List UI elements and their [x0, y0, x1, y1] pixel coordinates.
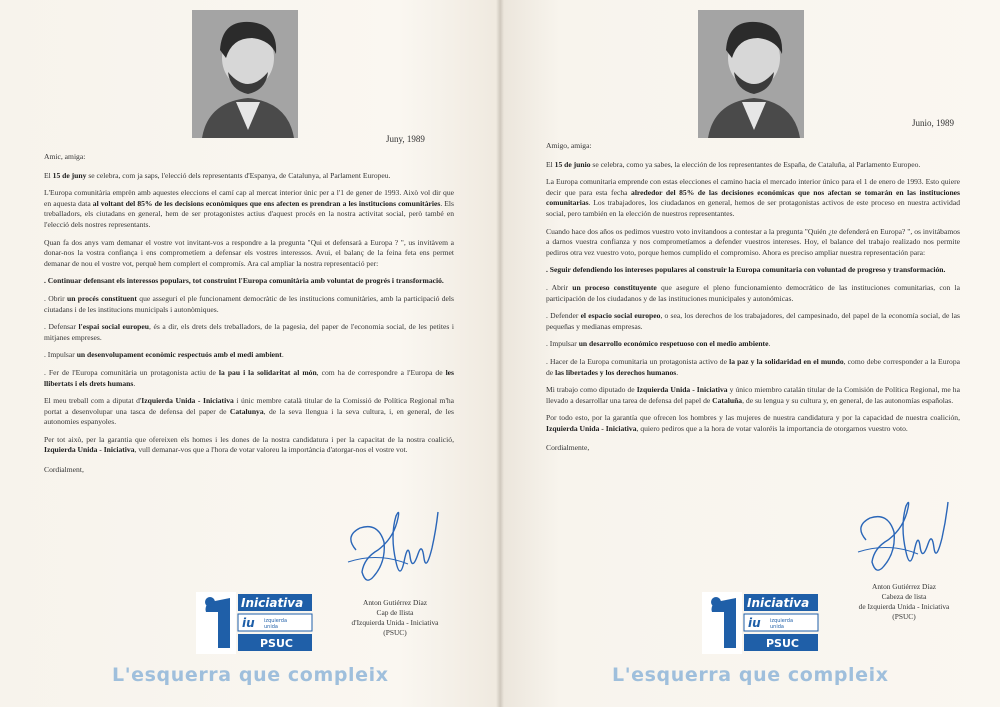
- candidate-portrait-icon: [698, 10, 804, 138]
- signature-icon: [848, 496, 952, 582]
- signature-icon: [338, 506, 442, 592]
- bullet-development: . Impulsar un desenvolupament econòmic respectuós amb el medi ambient.: [44, 350, 284, 360]
- paragraph-context: La Europa comunitaria emprende con estas elecciones el camino hacia el mercado interior único para el 1 de enero de 1993. Esto quiere decir que para esta fecha alrededor del 85% de las decisiones económicas que nos afectan se tomarán en las instituciones comunitarias. Los trabajadores, los ciudadanos en general, hemos de ser protagonistas activos de este proceso en nuestra actividad social, pero también en la elección de nuestros representantes.: [546, 177, 960, 218]
- page-fold: [496, 0, 504, 707]
- closing: Cordialment,: [44, 465, 84, 475]
- paragraph-request: Quan fa dos anys vam demanar el vostre vot invitant-vos a respondre a la pregunta "Qui et defensarà a Europa ? ", us invitàvem a donar-nos la vostra confiança i ens comprometíem a defensar els vostres interessos. Avui, el balanç de la feina feta ens permet demanar de nou el vostre vot, perquè hem complert el compromís. Ara cal ampliar la nostra representació per:: [44, 237, 454, 268]
- paragraph-request: Cuando hace dos años os pedimos vuestro voto invitandoos a contestar a la pregunta "Quién ¿te defenderá en Europa? ", os invitábamos a darnos vuestra confianza y nos comprometíamos a defender vuestros intereses. Hoy, el balance del trabajo realizado nos permite pediros otra vez vuestro voto, porque hemos cumplido el compromiso. Ahora es preciso ampliar nuestra representación para:: [546, 226, 960, 257]
- svg-text:iu: iu: [748, 616, 761, 630]
- bullet-social-space: . Defender el espacio social europeo, o sea, los derechos de los trabajadores, del campesinado, del papel de la economía social, de las pequeñas y medianas empresas.: [546, 311, 960, 331]
- svg-text:PSUC: PSUC: [260, 637, 293, 650]
- paragraph-work: Mi trabajo como diputado de Izquierda Unida - Iniciativa y único miembro catalán titular de la Comisión de Política Regional, me ha llevado a desarrollar una tarea de defensa del papel de Cataluña, de su lengua y su cultura y, en general, de las autonomías españolas.: [546, 385, 960, 405]
- tagline: L'esquerra que compleix: [112, 664, 389, 686]
- iniciativa-logo: [702, 592, 820, 654]
- paragraph-context: L'Europa comunitària emprèn amb aquestes eleccions el camí cap al mercat interior únic per a l'1 de gener de 1993. Això vol dir que en aquesta data al voltant del 85% de les decisions econòmiques que ens afecten es prendran a les institucions comunitàries. Els treballadors, els ciutadans en general, hem de ser protagonistes actius d'aquest procés en la nostra activitat social, però també en l'elecció dels nostres representants.: [44, 188, 454, 229]
- svg-text:unida: unida: [770, 624, 784, 630]
- svg-text:unida: unida: [264, 624, 278, 630]
- signature-block: [336, 598, 454, 638]
- greeting: Amigo, amiga:: [546, 141, 592, 150]
- signer-coalition: de Izquierda Unida - Iniciativa: [858, 602, 950, 611]
- letter-body: [546, 141, 960, 461]
- bullet-continue: . Seguir defendiendo los intereses populares al construir la Europa comunitaria con voluntad de progreso y transformación.: [546, 265, 946, 275]
- signer-name: Anton Gutiérrez Díaz: [871, 582, 937, 591]
- paragraph-intro: El 15 de juny se celebra, com ja saps, l'elecció dels representants d'Espanya, de Catalunya, al Parlament Europeu.: [44, 170, 391, 180]
- letter-body: [44, 152, 454, 483]
- svg-text:Iniciativa: Iniciativa: [241, 596, 304, 610]
- signer-role: Cabeza de lista: [881, 592, 927, 601]
- bullet-development: . Impulsar un desarrollo económico respetuoso con el medio ambiente.: [546, 339, 771, 349]
- letter-date: Juny, 1989: [386, 134, 425, 144]
- greeting: Amic, amiga:: [44, 152, 86, 161]
- signer-name: Anton Gutiérrez Díaz: [362, 598, 428, 607]
- svg-text:iu: iu: [242, 616, 255, 630]
- signer-party: (PSUC): [892, 612, 916, 621]
- signer-coalition: d'Izquierda Unida - Iniciativa: [351, 618, 439, 627]
- iniciativa-logo: [196, 592, 314, 654]
- svg-text:izquierda: izquierda: [264, 618, 288, 624]
- signer-role: Cap de llista: [376, 608, 414, 617]
- paragraph-work: El meu treball com a diputat d'Izquierda Unida - Iniciativa i únic membre català titular de la Comissió de Política Regional m'ha portat a desenvolupar una tasca de defensa del paper de Catalunya, de la seva llengua i la seva cultura, i, en general, de les autonomies espanyoles.: [44, 396, 455, 427]
- paragraph-conclusion: Por todo esto, por la garantía que ofrecen los hombres y las mujeres de nuestra candidatura y por la capacidad de nuestra coalición, Izquierda Unida - Iniciativa, quiero pediros que a la hora de votar valoréis la importancia de otorgarnos vuestro voto.: [546, 413, 960, 433]
- bullet-constituent: . Obrir un procés constituent que asseguri el ple funcionament democràtic de les institucions comunitàries, amb la participació dels ciutadans i de les institucions municipals i autonòmiques.: [44, 293, 454, 314]
- bullet-constituent: . Abrir un proceso constituyente que asegure el pleno funcionamiento democrático de las instituciones comunitarias, con la participación de los ciudadanos y de las instituciones municipales y autonómicas.: [546, 282, 960, 303]
- paragraph-conclusion: Per tot això, per la garantia que ofereixen els homes i les dones de la nostra candidatura i per la capacitat de la nostra coalició, Izquierda Unida - Iniciativa, vull demanar-vos que a l'hora de votar valoreu la importància d'atorgar-nos el vostre vot.: [44, 434, 454, 455]
- candidate-portrait-icon: [192, 10, 298, 138]
- signature-block: [840, 582, 968, 622]
- svg-text:PSUC: PSUC: [766, 637, 799, 650]
- candidate-photo: [192, 10, 298, 138]
- svg-text:izquierda: izquierda: [770, 618, 794, 624]
- paragraph-intro: El 15 de junio se celebra, como ya sabes, la elección de los representantes de España, de Cataluña, al Parlamento Europeo.: [546, 159, 921, 169]
- bullet-continue: . Continuar defensant els interessos populars, tot construint l'Europa comunitària amb voluntat de progrés i transformació.: [44, 276, 444, 286]
- bullet-peace: . Hacer de la Europa comunitaria un protagonista activo de la paz y la solidaridad en el mundo, como debe corresponder a la Europa de las libertades y los derechos humanos.: [546, 356, 960, 377]
- svg-text:Iniciativa: Iniciativa: [747, 596, 810, 610]
- bullet-social-space: . Defensar l'espai social europeu, és a dir, els drets dels treballadors, de la pagesia, del paper de l'economia social, de les petites i mitjanes empreses.: [44, 322, 454, 342]
- closing: Cordialmente,: [546, 443, 590, 453]
- letter-page-spanish: [500, 0, 1000, 707]
- bullet-peace: . Fer de l'Europa comunitària un protagonista actiu de la pau i la solidaritat al món, com ha de correspondre a l'Europa de les llibertats i els drets humans.: [44, 367, 454, 388]
- tagline: L'esquerra que compleix: [612, 664, 889, 686]
- letter-date: Junio, 1989: [912, 118, 955, 128]
- signer-party: (PSUC): [383, 628, 407, 637]
- candidate-photo: [698, 10, 804, 138]
